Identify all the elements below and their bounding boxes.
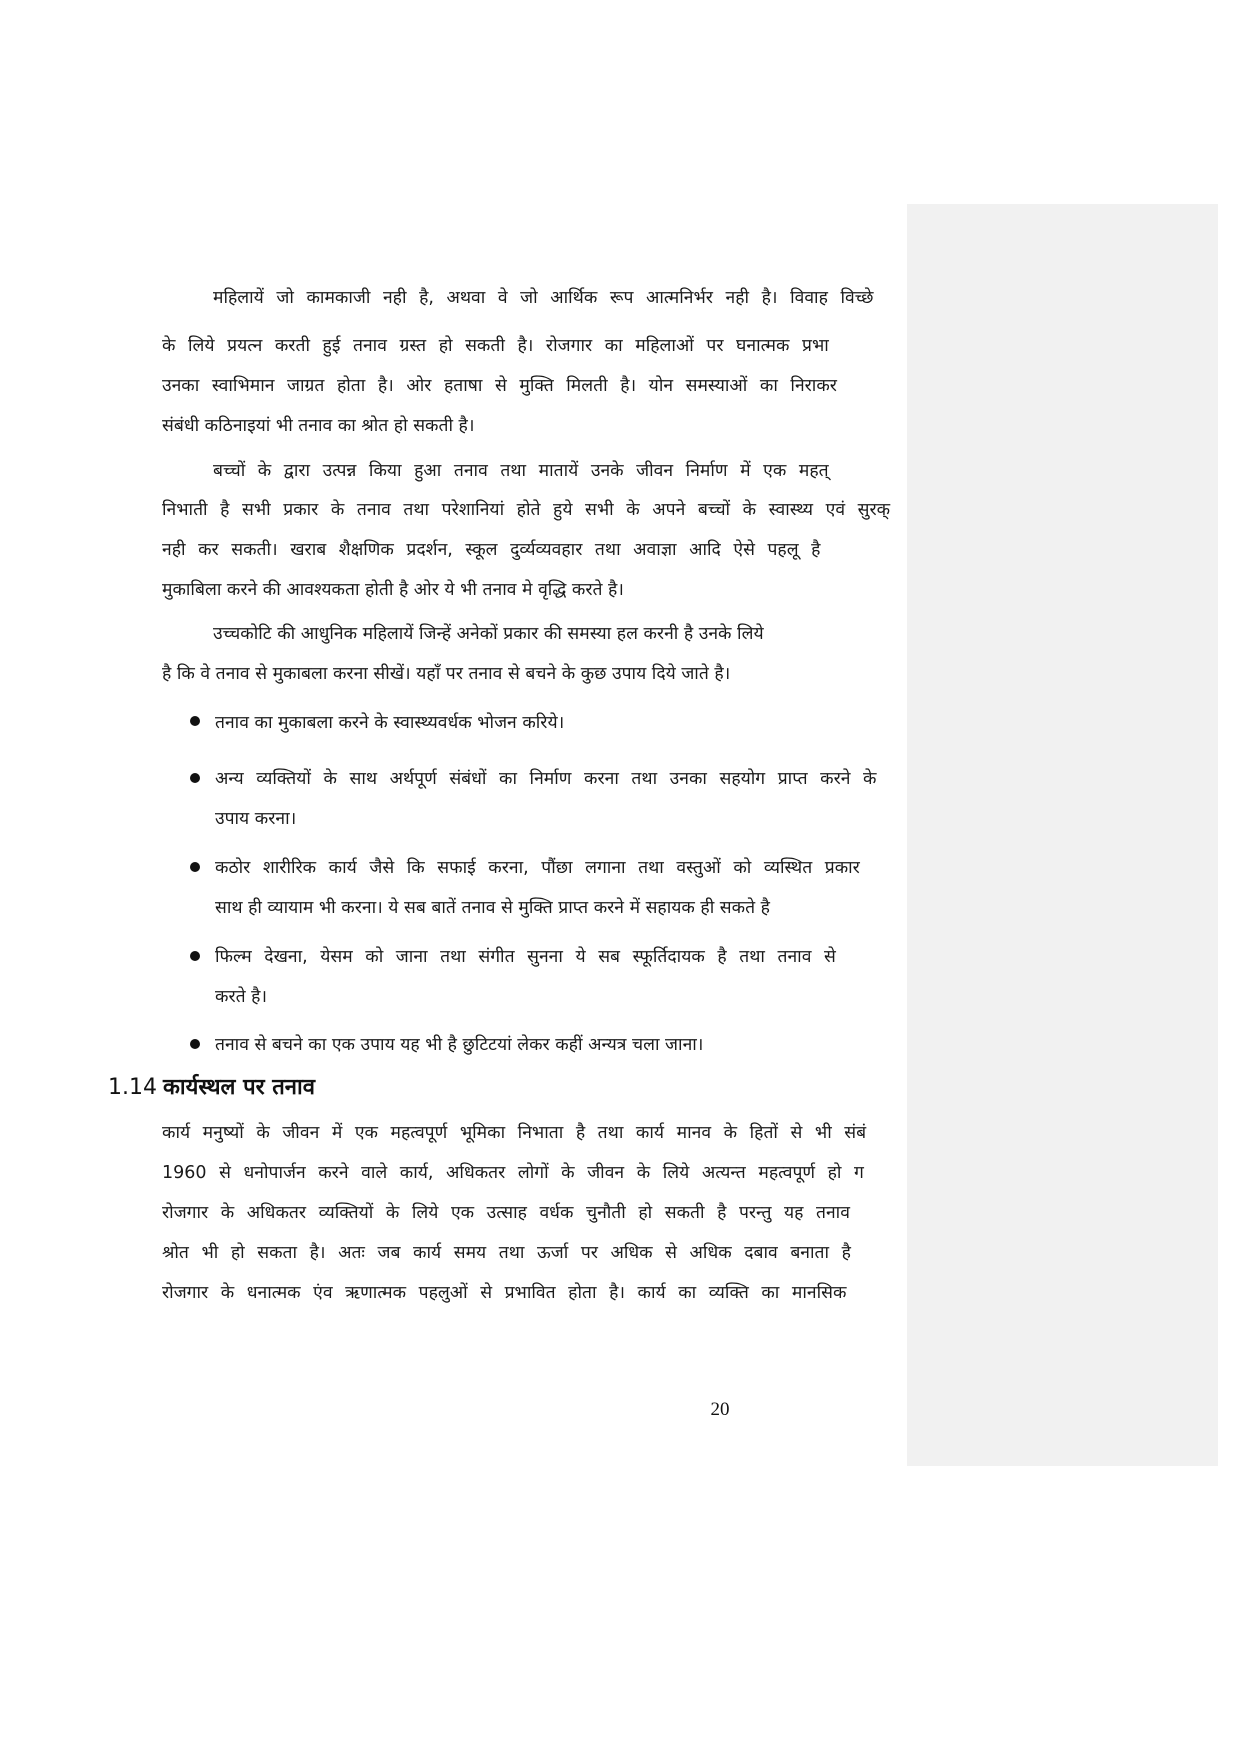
paragraph-2-line-3: नही कर सकती। खराब शैक्षणिक प्रदर्शन, स्कूल दुर्व्यव्यवहार तथा अवाज्ञा आदि ऐसे पहलू है — [162, 540, 821, 560]
bullet-3-line-2: साथ ही व्यायाम भी करना। ये सब बातें तनाव से मुक्ति प्राप्त करने में सहायक ही सकते है — [215, 898, 770, 918]
bullet-marker — [190, 862, 200, 872]
paragraph-2-line-2: निभाती है सभी प्रकार के तनाव तथा परेशानियां होते हुये सभी के अपने बच्चों के स्वास्थ्य एवं सुरक् — [162, 500, 891, 520]
paragraph-3-line-1: उच्चकोटि की आधुनिक महिलायें जिन्हें अनेकों प्रकार की समस्या हल करनी है उनके लिये — [213, 624, 764, 644]
paragraph-4-line-3: रोजगार के अधिकतर व्यक्तियों के लिये एक उत्साह वर्धक चुनौती हो सकती है परन्तु यह तनाव — [162, 1203, 850, 1223]
bullet-4-line-1: फिल्म देखना, येसम को जाना तथा संगीत सुनना ये सब स्फूर्तिदायक है तथा तनाव से — [215, 947, 836, 967]
section-number: 1.14 — [108, 1075, 157, 1100]
bullet-marker — [190, 951, 200, 961]
comment-margin-pane — [907, 204, 1218, 1466]
paragraph-2-line-4: मुकाबिला करने की आवश्यकता होती है ओर ये भी तनाव मे वृद्धि करते है। — [162, 580, 624, 600]
bullet-2-line-2: उपाय करना। — [215, 809, 297, 829]
bullet-3-line-1: कठोर शारीरिक कार्य जैसे कि सफाई करना, पौंछा लगाना तथा वस्तुओं को व्यस्थित प्रकार — [215, 858, 860, 878]
bullet-1-line-1: तनाव का मुकाबला करने के स्वास्थ्यवर्धक भोजन करिये। — [215, 713, 565, 733]
paragraph-3-line-2: है कि वे तनाव से मुकाबला करना सीखें। यहाँ पर तनाव से बचने के कुछ उपाय दिये जाते है। — [162, 664, 731, 684]
bullet-2-line-1: अन्य व्यक्तियों के साथ अर्थपूर्ण संबंधों का निर्माण करना तथा उनका सहयोग प्राप्त करने के — [215, 769, 877, 789]
paragraph-4-line-1: कार्य मनुष्यों के जीवन में एक महत्वपूर्ण भूमिका निभाता है तथा कार्य मानव के हितों से भी संबं — [162, 1123, 867, 1143]
bullet-marker — [190, 1039, 200, 1049]
paragraph-4-line-4: श्रोत भी हो सकता है। अतः जब कार्य समय तथा ऊर्जा पर अधिक से अधिक दबाव बनाता है — [162, 1243, 851, 1263]
bullet-5-line-1: तनाव से बचने का एक उपाय यह भी है छुटिटयां लेकर कहीं अन्यत्र चला जाना। — [215, 1035, 704, 1055]
bullet-marker — [190, 773, 200, 783]
paragraph-4-line-2: 1960 से धनोपार्जन करने वाले कार्य, अधिकतर लोगों के जीवन के लिये अत्यन्त महत्वपूर्ण हो ग — [162, 1163, 864, 1183]
paragraph-1-line-2: के लिये प्रयत्न करती हुई तनाव ग्रस्त हो सकती है। रोजगार का महिलाओं पर घनात्मक प्रभा — [162, 336, 829, 356]
paragraph-1-line-1: महिलायें जो कामकाजी नही है, अथवा वे जो आर्थिक रूप आत्मनिर्भर नही है। विवाह विच्छे — [213, 288, 874, 308]
bullet-4-line-2: करते है। — [215, 987, 268, 1007]
bullet-marker — [190, 716, 200, 726]
paragraph-1-line-4: संबंधी कठिनाइयां भी तनाव का श्रोत हो सकती है। — [162, 416, 475, 436]
paragraph-2-line-1: बच्चों के द्वारा उत्पन्न किया हुआ तनाव तथा मातायें उनके जीवन निर्माण में एक महत् — [213, 461, 829, 481]
paragraph-1-line-3: उनका स्वाभिमान जाग्रत होता है। ओर हताषा से मुक्ति मिलती है। योन समस्याओं का निराकर — [162, 376, 837, 396]
paragraph-4-line-5: रोजगार के धनात्मक एंव ऋणात्मक पहलुओं से प्रभावित होता है। कार्य का व्यक्ति का मानसिक — [162, 1283, 847, 1303]
section-title: कार्यस्थल पर तनाव — [162, 1075, 315, 1100]
page-number: 20 — [710, 1399, 730, 1420]
section-heading — [108, 1073, 315, 1103]
